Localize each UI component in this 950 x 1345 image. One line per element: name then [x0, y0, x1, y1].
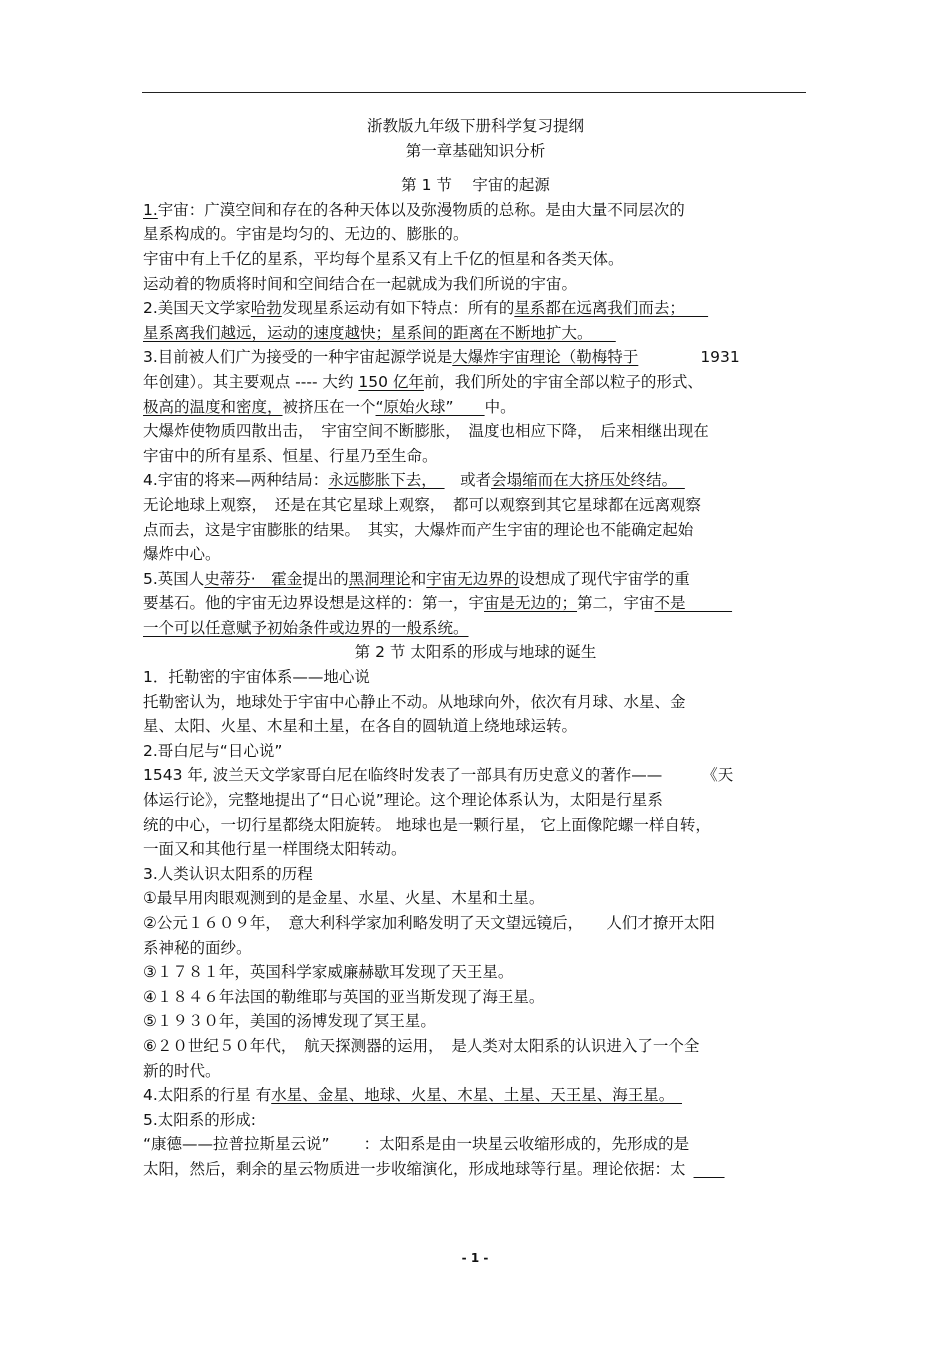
text-run: 要基石。他的宇宙无边界设想是这样的：第一，宇	[143, 594, 485, 613]
para-4-line-3: 点而去，这是宇宙膨胀的结果。 其实，大爆炸而产生宇宙的理论也不能确定起始	[143, 520, 694, 539]
s2-item-2-line-3: 统的中心，一切行星都绕太阳旋转。 地球也是一颗行星， 它上面像陀螺一样自转，	[143, 815, 711, 834]
item-number: 1.	[143, 200, 158, 219]
text-run: 2.美国天文学家	[143, 299, 251, 318]
para-5-line-1	[143, 567, 808, 592]
para-2-line-2	[143, 321, 808, 346]
text-run: 4.宇宙的将来—两种结局：	[143, 471, 329, 490]
page-number: - 1 -	[461, 1251, 489, 1265]
document-body	[143, 114, 808, 1182]
text-run: 或者	[444, 471, 492, 490]
underlined-text: 黑洞理论	[348, 569, 411, 588]
underlined-text: 哈勃	[250, 299, 282, 318]
s2-item-3-line-6: ⑤１９３０年，美国的汤博发现了冥王星。	[143, 1012, 436, 1031]
text-run: 3.目前被人们广为接受的一种宇宙起源学说是	[143, 348, 453, 367]
text-run: 和	[410, 569, 427, 588]
s2-item-2-line-4: 一面又和其他行星一样围绕太阳转动。	[143, 840, 407, 859]
s2-item-1-line-1: 托勒密认为，地球处于宇宙中心静止不动。从地球向外，依次有月球、水星、金	[143, 692, 686, 711]
text-run: 1543 年, 波兰天文学家哥白尼在临终时发表了一部具有历史意义的著作——	[143, 766, 663, 785]
text-run: 1931	[700, 348, 740, 367]
text-run: 太阳，然后，剩余的星云物质进一步收缩演化，形成地球等行星。理论依据：太	[143, 1159, 686, 1178]
para-4-line-4: 爆炸中心。	[143, 545, 221, 564]
s2-item-3-line-5: ④１８４６年法国的勒维耶与英国的亚当斯发现了海王星。	[143, 987, 545, 1006]
text-run: 宇宙：广漠空间和存在的各种天体以及弥漫物质的总称。是由大量不同层次的	[157, 200, 685, 219]
text-run: 5.英国人	[143, 569, 205, 588]
text-run: 发现星系运动有如下特点：所有的	[281, 299, 515, 318]
section-2-title: 第 2 节 太阳系的形成与地球的诞生	[354, 643, 597, 662]
doc-subtitle: 第一章基础知识分析	[405, 141, 546, 160]
underlined-text: “原始火球”	[375, 397, 485, 416]
text-run: 年创建）。其主要观点 ---- 大约	[143, 372, 359, 391]
s2-item-4-line	[143, 1083, 808, 1108]
text-run: 《天	[702, 766, 734, 785]
underlined-text: 一个可以任意赋予初始条件或边界的一般系统。	[143, 618, 469, 637]
s2-item-1-heading: 1．托勒密的宇宙体系——地心说	[143, 668, 370, 687]
underlined-text	[694, 1160, 725, 1178]
para-4-line-2: 无论地球上观察， 还是在其它星球上观察， 都可以观察到其它星球都在远离观察	[143, 495, 702, 514]
underlined-text: 永远膨胀下去，	[328, 471, 445, 490]
s2-item-2-line-1	[143, 763, 808, 788]
header-rule	[142, 92, 806, 93]
s2-item-3-line-7: ⑥２０世纪５０年代， 航天探测器的运用， 是人类对太阳系的认识进入了一个全	[143, 1036, 700, 1055]
s2-item-5-line-1	[143, 1132, 808, 1157]
underlined-text: 极高的温度和密度，	[143, 397, 283, 416]
text-run: 4.太阳系的行星 有	[143, 1086, 272, 1105]
underlined-text: 宇宙无边界的	[426, 569, 520, 588]
text-run: ：太阳系是由一块星云收缩形成的，先形成的是	[363, 1135, 690, 1154]
text-run: 前，我们所处的宇宙全部以粒子的形式、	[423, 372, 703, 391]
para-2-line-1	[143, 296, 808, 321]
underlined-text: 会塌缩而在大挤压处终结。	[491, 471, 685, 490]
para-5-line-2	[143, 591, 808, 616]
s2-item-3-line-2: ②公元１６０９年， 意大利科学家加利略发明了天文望远镜后， 人们才撩开太阳	[143, 914, 715, 932]
para-5-line-3	[143, 616, 808, 641]
s2-item-3-line-3: 系神秘的面纱。	[143, 938, 252, 957]
para-1-line-3: 宇宙中有上千亿的星系，平均每个星系又有上千亿的恒星和各类天体。	[143, 249, 624, 268]
s2-item-3-line-4: ③１７８１年，英国科学家威廉赫歇耳发现了天王星。	[143, 963, 514, 982]
underlined-text: 大爆炸宇宙理论（勒梅特于	[452, 348, 639, 367]
text-run: 中。	[484, 397, 516, 416]
para-1-line-4: 运动着的物质将时间和空间结合在一起就成为我们所说的宇宙。	[143, 274, 578, 293]
s2-item-5-line-2	[143, 1157, 808, 1182]
para-3-line-5: 宇宙中的所有星系、恒星、行星乃至生命。	[143, 446, 438, 465]
text-run: 设想成了现代宇宙学的重	[519, 569, 690, 588]
text-run: 被挤压在一个	[282, 397, 376, 416]
s2-item-3-line-8: 新的时代。	[143, 1061, 221, 1080]
underlined-text: 星系都在远离我们而去；	[514, 299, 709, 318]
s2-item-5-heading: 5.太阳系的形成:	[143, 1110, 257, 1129]
para-4-line-1	[143, 468, 808, 493]
text-run: “康德——拉普拉斯星云说”	[143, 1135, 330, 1154]
s2-item-1-line-2: 星、太阳、火星、木星和土星，在各自的圆轨道上绕地球运转。	[143, 717, 578, 736]
underlined-text: 史蒂芬· 霍金	[204, 569, 303, 588]
text-run: 第二，宇宙	[577, 594, 655, 613]
underlined-text: 水星、金星、地球、火星、木星、土星、天王星、海王星。	[271, 1086, 682, 1105]
s2-item-3-line-1: ①最早用肉眼观测到的是金星、水星、火星、木星和土星。	[143, 889, 545, 908]
underlined-text: 星系离我们越远，运动的速度越快；星系间的距离在不断地扩大。	[143, 323, 616, 342]
s2-item-2-heading: 2.哥白尼与“日心说”	[143, 741, 283, 760]
underlined-text: 不是	[654, 594, 733, 613]
section-1-title: 第 1 节 宇宙的起源	[401, 176, 550, 195]
para-3-line-2	[143, 370, 808, 395]
para-3-line-3	[143, 395, 808, 420]
underlined-text: 150 亿年	[358, 372, 424, 391]
s2-item-2-line-2: 体运行论》，完整地提出了“日心说”理论。这个理论体系认为，太阳是行星系	[143, 791, 663, 810]
para-1-line-1	[143, 198, 808, 223]
underlined-text: 宙是无边的；	[484, 594, 578, 613]
para-3-line-1	[143, 345, 808, 370]
text-run: 提出的	[302, 569, 349, 588]
doc-title: 浙教版九年级下册科学复习提纲	[366, 117, 584, 135]
para-1-line-2: 星系构成的。宇宙是均匀的、无边的、膨胀的。	[143, 225, 469, 244]
s2-item-3-heading: 3.人类认识太阳系的历程	[143, 864, 313, 883]
para-3-line-4: 大爆炸使物质四散出击， 宇宙空间不断膨胀， 温度也相应下降， 后来相继出现在	[143, 422, 709, 441]
